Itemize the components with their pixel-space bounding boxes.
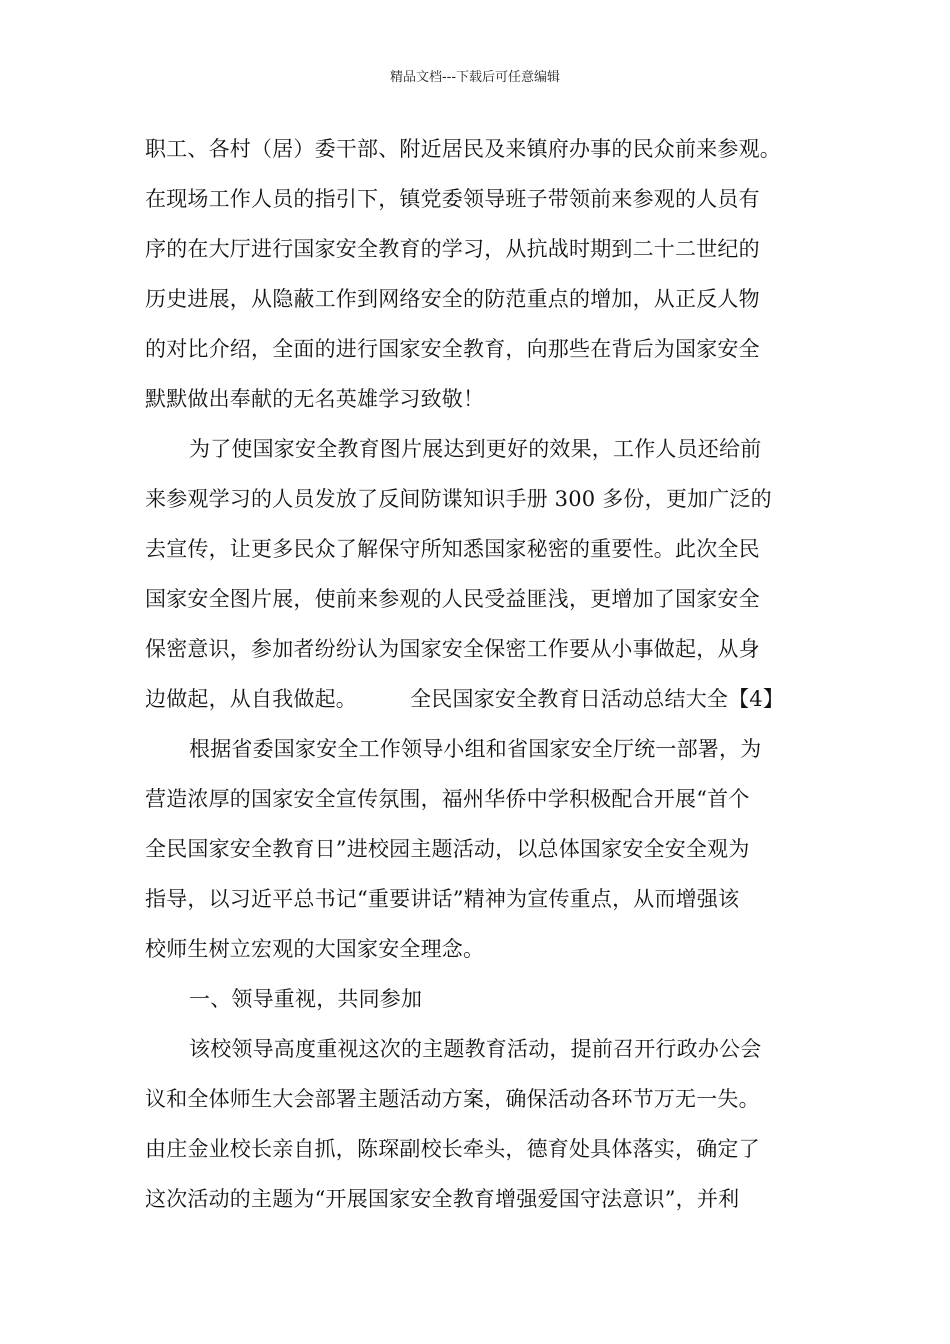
text-line: 职工、各村（居）委干部、附近居民及来镇府办事的民众前来参观。	[145, 137, 781, 161]
text-line: 国家安全图片展，使前来参观的人民受益匪浅，更增加了国家安全	[145, 587, 760, 611]
text-line: 校师生树立宏观的大国家安全理念。	[145, 937, 485, 961]
section-heading: 一、领导重视，共同参加	[189, 987, 423, 1011]
text-line: 历史进展，从隐蔽工作到网络安全的防范重点的增加，从正反人物	[145, 287, 760, 311]
document-body	[145, 124, 810, 1224]
text-line: 保密意识，参加者纷纷认为国家安全保密工作要从小事做起，从身	[145, 637, 760, 661]
paragraph-first-line: 根据省委国家安全工作领导小组和省国家安全厅统一部署，为	[189, 737, 762, 761]
text-line: 在现场工作人员的指引下，镇党委领导班子带领前来参观的人员有	[145, 187, 760, 211]
paragraph-first-line: 为了使国家安全教育图片展达到更好的效果，工作人员还给前	[189, 437, 762, 461]
page-header: 精品文档---下载后可任意编辑	[389, 70, 561, 85]
text-line-with-section-title: 边做起，从自我做起。 全民国家安全教育日活动总结大全【4】	[145, 687, 785, 711]
text-line: 默默做出奉献的无名英雄学习致敬！	[145, 387, 485, 411]
text-line: 的对比介绍，全面的进行国家安全教育，向那些在背后为国家安全	[145, 337, 760, 361]
text-line: 全民国家安全教育日”进校园主题活动，以总体国家安全安全观为	[145, 837, 750, 861]
text-line: 指导，以习近平总书记“重要讲话”精神为宣传重点，从而增强该	[145, 887, 740, 911]
text-line: 议和全体师生大会部署主题活动方案，确保活动各环节万无一失。	[145, 1087, 760, 1111]
text-line: 由庄金业校长亲自抓，陈琛副校长牵头，德育处具体落实，确定了	[145, 1137, 760, 1161]
text-line: 来参观学习的人员发放了反间防谍知识手册 300 多份，更加广泛的	[145, 487, 772, 511]
text-line: 这次活动的主题为“开展国家安全教育增强爱国守法意识”，并利	[145, 1187, 740, 1211]
text-line: 营造浓厚的国家安全宣传氛围，福州华侨中学积极配合开展“首个	[145, 787, 750, 811]
text-line: 序的在大厅进行国家安全教育的学习，从抗战时期到二十二世纪的	[145, 237, 760, 261]
paragraph-first-line: 该校领导高度重视这次的主题教育活动，提前召开行政办公会	[189, 1037, 762, 1061]
text-line: 去宣传，让更多民众了解保守所知悉国家秘密的重要性。此次全民	[145, 537, 760, 561]
